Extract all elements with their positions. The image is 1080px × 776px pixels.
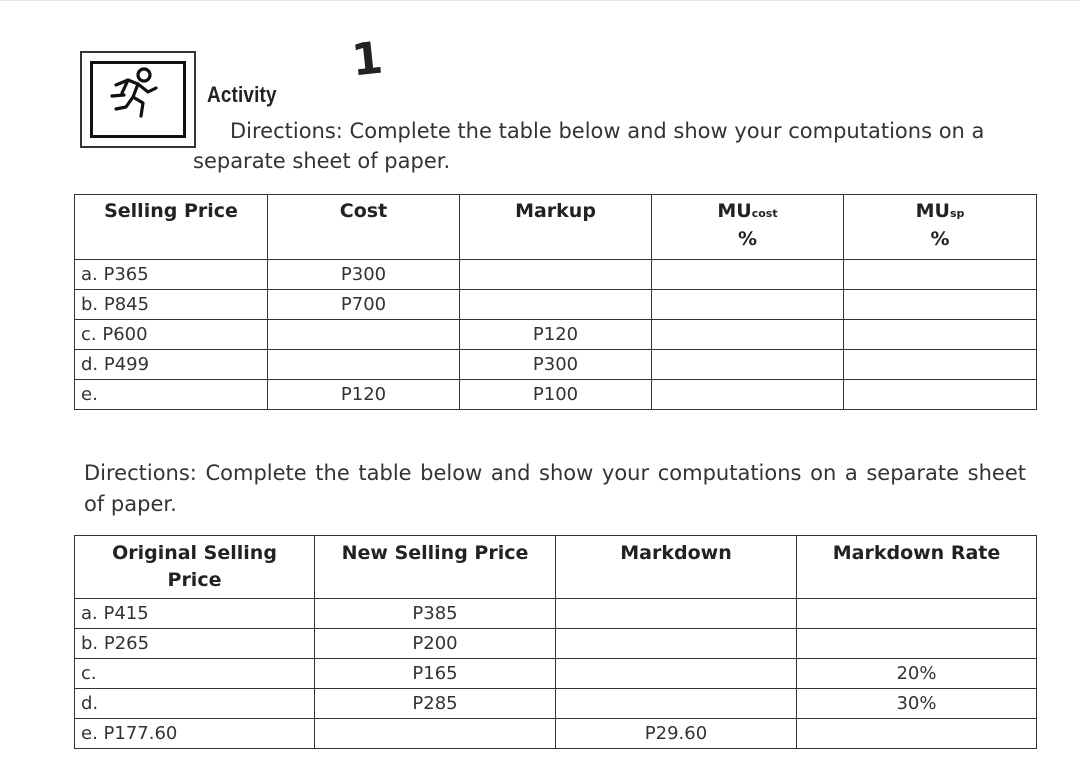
- header-new-selling-price: New Selling Price: [315, 536, 556, 599]
- cell-markdown-rate: [797, 599, 1037, 629]
- cell-mu-cost: [652, 290, 844, 320]
- handwritten-page-number: 1: [349, 32, 386, 87]
- cell-markdown: [556, 599, 797, 629]
- cell-selling-price: a. P365: [75, 260, 268, 290]
- cell-mu-cost: [652, 260, 844, 290]
- cell-selling-price: e.: [75, 380, 268, 410]
- table-row: [75, 350, 1037, 380]
- markup-table: [74, 194, 1037, 410]
- cell-markup: P100: [460, 380, 652, 410]
- cell-mu-sp: [844, 260, 1037, 290]
- cell-original-price: b. P265: [75, 629, 315, 659]
- cell-cost: [268, 320, 460, 350]
- header-selling-price: Selling Price: [75, 195, 268, 260]
- cell-mu-sp: [844, 350, 1037, 380]
- cell-new-price: P385: [315, 599, 556, 629]
- cell-mu-cost: [652, 350, 844, 380]
- cell-original-price: a. P415: [75, 599, 315, 629]
- top-divider: [0, 0, 1080, 1]
- cell-markdown-rate: 20%: [797, 659, 1037, 689]
- cell-markdown-rate: [797, 719, 1037, 749]
- table-row: [75, 629, 1037, 659]
- cell-markdown: [556, 629, 797, 659]
- running-person-icon: [102, 63, 164, 125]
- header-markdown-rate: Markdown Rate: [797, 536, 1037, 599]
- table-row: [75, 689, 1037, 719]
- cell-original-price: c.: [75, 659, 315, 689]
- cell-new-price: P285: [315, 689, 556, 719]
- directions-text: Directions: Complete the table below and show your computations on a separate sheet of paper.: [193, 119, 985, 173]
- cell-markdown: P29.60: [556, 719, 797, 749]
- cell-mu-sp: [844, 320, 1037, 350]
- table-row: [75, 260, 1037, 290]
- header-markdown: Markdown: [556, 536, 797, 599]
- cell-mu-cost: [652, 320, 844, 350]
- cell-new-price: [315, 719, 556, 749]
- cell-markup: [460, 260, 652, 290]
- markdown-table: [74, 535, 1037, 749]
- cell-markup: P120: [460, 320, 652, 350]
- table-row: [75, 719, 1037, 749]
- cell-markdown: [556, 689, 797, 719]
- cell-original-price: d.: [75, 689, 315, 719]
- activity-title: Activity: [207, 82, 277, 107]
- table-row: [75, 659, 1037, 689]
- cell-cost: P700: [268, 290, 460, 320]
- cell-cost: P120: [268, 380, 460, 410]
- cell-markup: P300: [460, 350, 652, 380]
- cell-mu-sp: [844, 380, 1037, 410]
- table-row: [75, 290, 1037, 320]
- cell-selling-price: d. P499: [75, 350, 268, 380]
- table2-directions-text: Directions: Complete the table below and show your computations on a separate sheet of paper.: [84, 461, 1026, 516]
- table-row: [75, 320, 1037, 350]
- cell-original-price: e. P177.60: [75, 719, 315, 749]
- cell-selling-price: b. P845: [75, 290, 268, 320]
- cell-markdown-rate: [797, 629, 1037, 659]
- cell-new-price: P200: [315, 629, 556, 659]
- cell-cost: [268, 350, 460, 380]
- cell-markup: [460, 290, 652, 320]
- table-row: [75, 380, 1037, 410]
- cell-new-price: P165: [315, 659, 556, 689]
- cell-mu-sp: [844, 290, 1037, 320]
- header-mu-cost-percent: MUcost %: [652, 195, 844, 260]
- header-mu-sp-percent: MUsp %: [844, 195, 1037, 260]
- cell-cost: P300: [268, 260, 460, 290]
- cell-mu-cost: [652, 380, 844, 410]
- cell-selling-price: c. P600: [75, 320, 268, 350]
- cell-markdown: [556, 659, 797, 689]
- activity-icon-box: [80, 51, 196, 148]
- header-original-selling-price: Original Selling Price: [75, 536, 315, 599]
- table-row: [75, 599, 1037, 629]
- header-markup: Markup: [460, 195, 652, 260]
- cell-markdown-rate: 30%: [797, 689, 1037, 719]
- header-cost: Cost: [268, 195, 460, 260]
